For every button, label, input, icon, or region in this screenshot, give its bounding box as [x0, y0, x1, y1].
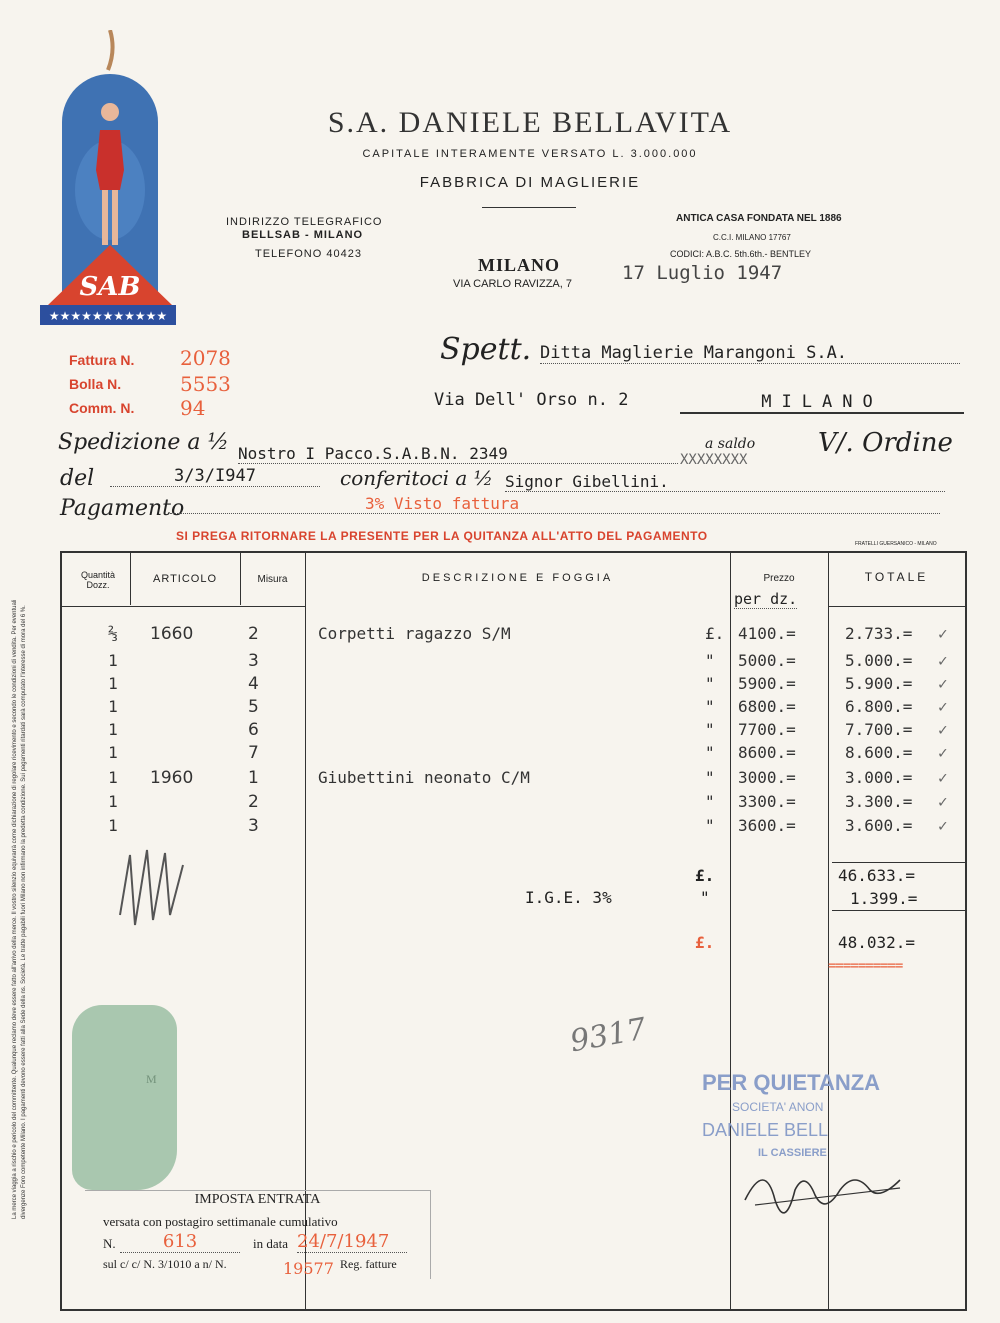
recipient-name: Ditta Maglierie Marangoni S.A.: [540, 343, 960, 364]
stamp-line-2: SOCIETA' ANON: [732, 1100, 824, 1114]
check-mark-icon: ✓: [938, 697, 948, 716]
row-description: Corpetti ragazzo S/M: [318, 624, 511, 643]
spedizione-label: Spedizione a ½: [58, 430, 229, 455]
tax-reg-label: Reg. fatture: [340, 1257, 397, 1271]
ige-currency: ": [700, 888, 710, 907]
row-misura: 5: [248, 697, 259, 717]
stamp-line-4: IL CASSIERE: [758, 1147, 827, 1159]
row-price: 3600.=: [738, 816, 796, 835]
fattura-label: Fattura N.: [69, 352, 135, 368]
conferiti-label: conferitoci a ½: [340, 466, 494, 490]
tax-reg-number: 19577: [283, 1259, 334, 1278]
founded: ANTICA CASA FONDATA NEL 1886: [676, 213, 842, 224]
saldo-note: a saldo: [705, 436, 756, 452]
row-price: 5900.=: [738, 674, 796, 693]
row-qty: 1: [108, 651, 118, 670]
tax-title: IMPOSTA ENTRATA: [194, 1192, 321, 1207]
header-totale: TOTALE: [864, 570, 929, 584]
check-mark-icon: ✓: [938, 743, 948, 762]
check-mark-icon: ✓: [938, 674, 948, 693]
row-price: 5000.=: [738, 651, 796, 670]
side-legal-text: La merce viaggia a rischio e pericolo del committente. Qualunque reclamo deve essere fatto all'arrivo della merce. Il vostro silenzio equivarrà come dichiarazione di regolare ricevimento e secondo le condizioni di vendita. Per eventuali divergenze Foro competente Milano. I pagamenti devono essere fatti alla Sede della ns. Società. Le tratte pagabili fuori Milano non infirmano la predetta condizione. Sui pagamenti ritardati sarà computato l'interesse di mora del 6 %.: [12, 599, 27, 1219]
row-misura: 4: [248, 674, 259, 694]
row-price: 4100.=: [738, 624, 796, 643]
row-qty: 1: [108, 674, 118, 693]
stamp-line-1: PER QUIETANZA: [702, 1070, 881, 1095]
del-label: del: [60, 466, 95, 491]
ige-label: I.G.E. 3%: [525, 888, 612, 907]
row-currency: ": [705, 674, 715, 693]
row-qty: 1: [108, 720, 118, 739]
telegraph-label: INDIRIZZO TELEGRAFICO: [226, 216, 383, 228]
row-price: 6800.=: [738, 697, 796, 716]
row-currency: ": [705, 768, 715, 787]
row-price: 3300.=: [738, 792, 796, 811]
bolla-label: Bolla N.: [69, 376, 122, 392]
cashier-signature: [740, 1160, 910, 1225]
pencil-scribble: [115, 845, 190, 935]
check-mark-icon: ✓: [938, 651, 948, 670]
struck-text: XXXXXXXX: [680, 452, 748, 468]
tax-n-value: 613: [120, 1231, 240, 1253]
row-misura: 2: [248, 792, 259, 812]
row-currency: ": [705, 651, 715, 670]
subtotal-currency: £.: [695, 866, 715, 885]
svg-text:★★★★★★★★★★★: ★★★★★★★★★★★: [48, 309, 168, 323]
tax-date-label: in data: [253, 1236, 289, 1251]
per-dz: per dz.: [734, 590, 798, 608]
row-misura: 7: [248, 743, 259, 763]
row-currency: ": [705, 697, 715, 716]
row-articolo: 1960: [150, 768, 194, 788]
row-qty: ⅔: [108, 624, 118, 643]
row-total: 3.000.=: [845, 768, 913, 787]
check-mark-icon: ✓: [938, 720, 948, 739]
row-misura: 1: [248, 768, 259, 788]
green-stain: [72, 1005, 177, 1190]
row-total: 6.800.=: [845, 697, 913, 716]
row-currency: ": [705, 792, 715, 811]
tax-n-label: N.: [103, 1236, 116, 1251]
tax-date-value: 24/7/1947: [297, 1231, 407, 1253]
header-descr: DESCRIZIONE E FOGGIA: [421, 572, 614, 584]
fattura-number: 2078: [180, 346, 231, 370]
row-misura: 3: [248, 651, 259, 671]
comm-number: 94: [180, 396, 206, 420]
pencil-note: 9317: [567, 1011, 649, 1060]
header-misura: Misura: [257, 574, 288, 585]
recipient-street: Via Dell' Orso n. 2: [434, 390, 629, 410]
bolla-number: 5553: [180, 372, 231, 396]
row-articolo: 1660: [150, 624, 194, 644]
codes: CODICI: A.B.C. 5th.6th.- BENTLEY: [670, 249, 812, 259]
company-logo: [40, 30, 176, 330]
row-misura: 2: [248, 624, 259, 644]
row-misura: 6: [248, 720, 259, 740]
check-mark-icon: ✓: [938, 624, 948, 643]
telegraph-address: BELLSAB - MILANO: [242, 229, 364, 241]
ccl: C.C.I. MILANO 17767: [713, 233, 791, 242]
row-total: 5.900.=: [845, 674, 913, 693]
row-total: 3.600.=: [845, 816, 913, 835]
payment-notice: SI PREGA RITORNARE LA PRESENTE PER LA QUITANZA ALL'ATTO DEL PAGAMENTO: [176, 529, 708, 543]
row-total: 3.300.=: [845, 792, 913, 811]
comm-label: Comm. N.: [69, 400, 135, 416]
row-currency: ": [705, 720, 715, 739]
company-activity: FABBRICA DI MAGLIERIE: [419, 174, 641, 191]
conferiti-value: Signor Gibellini.: [505, 472, 945, 492]
row-price: 8600.=: [738, 743, 796, 762]
header-articolo: ARTICOLO: [152, 573, 218, 585]
row-total: 8.600.=: [845, 743, 913, 762]
tax-cc: sul c/ c/ N. 3/1010 a n/ N.: [103, 1257, 227, 1271]
telephone: TELEFONO 40423: [255, 248, 362, 260]
row-currency: £.: [705, 624, 725, 643]
row-currency: ": [705, 743, 715, 762]
row-misura: 3: [248, 816, 259, 836]
total-amount: 48.032.=: [838, 933, 916, 952]
total-currency: £.: [695, 933, 715, 952]
city: MILANO: [478, 255, 560, 275]
tax-line: versata con postagiro settimanale cumulativo: [103, 1214, 338, 1229]
row-qty: 1: [108, 743, 118, 762]
del-date: 3/3/I947: [110, 466, 320, 487]
row-total: 5.000.=: [845, 651, 913, 670]
company-name: S.A. DANIELE BELLAVITA: [327, 106, 733, 139]
stamp-line-3: DANIELE BELL: [702, 1120, 829, 1140]
row-price: 3000.=: [738, 768, 796, 787]
row-qty: 1: [108, 816, 118, 835]
logo-text: SAB: [79, 272, 141, 302]
spedizione-value: Nostro I Pacco.S.A.B.N. 2349: [238, 444, 678, 464]
header-qty: Quantità Dozz.: [80, 570, 116, 590]
pagamento-value: 3% Visto fattura: [170, 494, 940, 514]
printer-mark: FRATELLI GUERSANICO - MILANO: [855, 541, 937, 547]
total-underline: ==========: [828, 958, 903, 974]
row-qty: 1: [108, 697, 118, 716]
row-description: Giubettini neonato C/M: [318, 768, 530, 787]
check-mark-icon: ✓: [938, 768, 948, 787]
header-prezzo: Prezzo: [763, 573, 795, 584]
row-price: 7700.=: [738, 720, 796, 739]
recipient-city: MILANO: [680, 392, 964, 414]
row-currency: ": [705, 816, 715, 835]
row-qty: 1: [108, 792, 118, 811]
row-total: 7.700.=: [845, 720, 913, 739]
ige-amount: 1.399.=: [850, 889, 918, 908]
check-mark-icon: ✓: [938, 792, 948, 811]
invoice-date: 17 Luglio 1947: [622, 262, 783, 284]
tax-box: [85, 1190, 431, 1279]
street-address: VIA CARLO RAVIZZA, 7: [453, 278, 572, 290]
row-total: 2.733.=: [845, 624, 913, 643]
ordine-label: V/. Ordine: [818, 428, 953, 458]
check-mark-icon: ✓: [938, 816, 948, 835]
company-capital: CAPITALE INTERAMENTE VERSATO L. 3.000.000: [362, 148, 698, 160]
recipient-prefix: Spett.: [440, 332, 532, 367]
pagamento-label: Pagamento: [60, 496, 185, 521]
subtotal-amount: 46.633.=: [838, 866, 916, 885]
row-qty: 1: [108, 768, 118, 787]
